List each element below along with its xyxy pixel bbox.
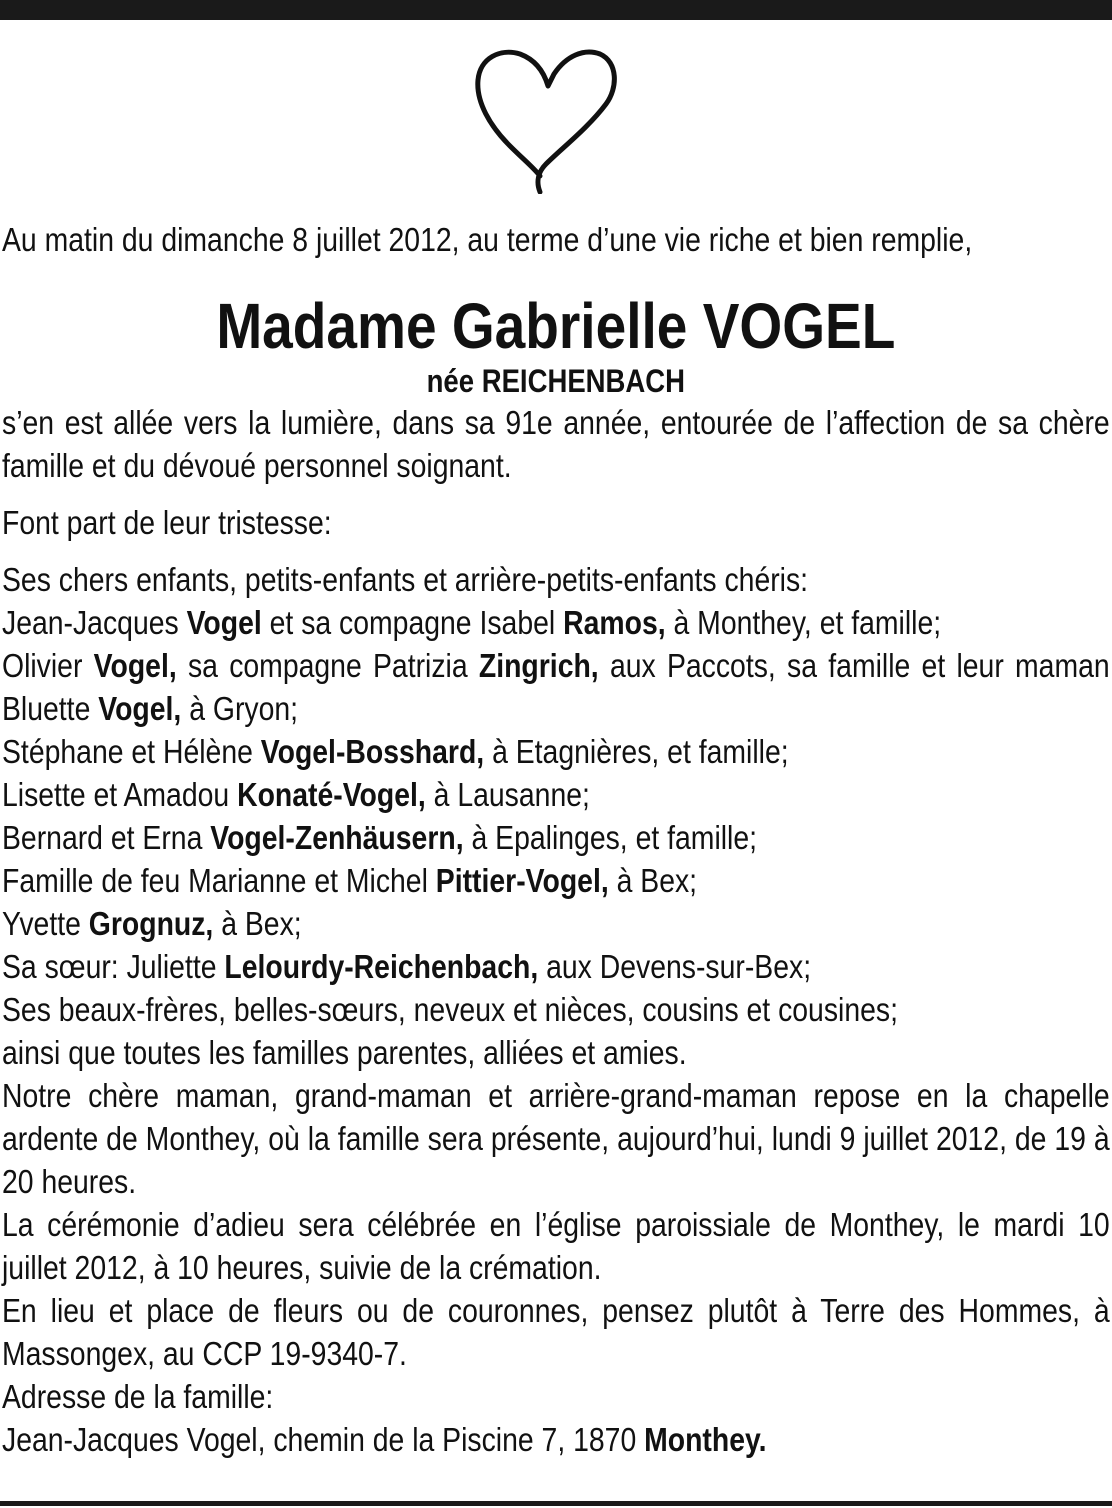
top-rule [0, 0, 1112, 20]
announcement-text: Font part de leur tristesse: [2, 504, 332, 541]
family-line: Sa sœur: Juliette Lelourdy-Reichenbach, aux Devens-sur-Bex; [2, 948, 812, 985]
deceased-name: Madame Gabrielle VOGEL [216, 290, 896, 362]
family-address: Jean-Jacques Vogel, chemin de la Piscine 7, 1870 Monthey. [2, 1421, 767, 1458]
family-line: Olivier Vogel, sa compagne Patrizia Zingrich, aux Paccots, sa famille et leur maman Bluette Vogel, à Gryon; [2, 647, 1110, 727]
family-line: Yvette Grognuz, à Bex; [2, 905, 302, 942]
family-line: Lisette et Amadou Konaté-Vogel, à Lausanne; [2, 776, 590, 813]
maiden-name: née REICHENBACH [426, 363, 686, 399]
family-line: Stéphane et Hélène Vogel-Bosshard, à Etagnières, et famille; [2, 733, 789, 770]
address-label: Adresse de la famille: [2, 1378, 274, 1415]
family-line: ainsi que toutes les familles parentes, alliées et amies. [2, 1034, 687, 1071]
family-line: Ses beaux-frères, belles-sœurs, neveux et nièces, cousins et cousines; [2, 991, 898, 1028]
chapel-text: Notre chère maman, grand-maman et arrière-grand-maman repose en la chapelle ardente de Monthey, où la famille sera présente, aujourd’hui, lundi 9 juillet 2012, de 19 à 20 heures. [2, 1077, 1110, 1200]
obituary-content [2, 218, 1110, 1461]
bottom-rule [0, 1501, 1112, 1506]
family-list [2, 558, 1110, 1074]
family-line: Jean-Jacques Vogel et sa compagne Isabel Ramos, à Monthey, et famille; [2, 604, 942, 641]
family-line: Bernard et Erna Vogel-Zenhäusern, à Epalinges, et famille; [2, 819, 758, 856]
passing-text: s’en est allée vers la lumière, dans sa 91e année, entourée de l’affection de sa chère famille et du dévoué personnel soignant. [2, 404, 1110, 484]
donation-text: En lieu et place de fleurs ou de couronnes, pensez plutôt à Terre des Hommes, à Massongex, au CCP 19-9340-7. [2, 1292, 1110, 1372]
intro-text: Au matin du dimanche 8 juillet 2012, au terme d’une vie riche et bien remplie, [2, 221, 973, 258]
family-line: Famille de feu Marianne et Michel Pittier-Vogel, à Bex; [2, 862, 698, 899]
heart-icon [470, 42, 622, 194]
ceremony-text: La cérémonie d’adieu sera célébrée en l’église paroissiale de Monthey, le mardi 10 juillet 2012, à 10 heures, suivie de la crémation. [2, 1206, 1110, 1286]
children-intro: Ses chers enfants, petits-enfants et arrière-petits-enfants chéris: [2, 561, 809, 598]
